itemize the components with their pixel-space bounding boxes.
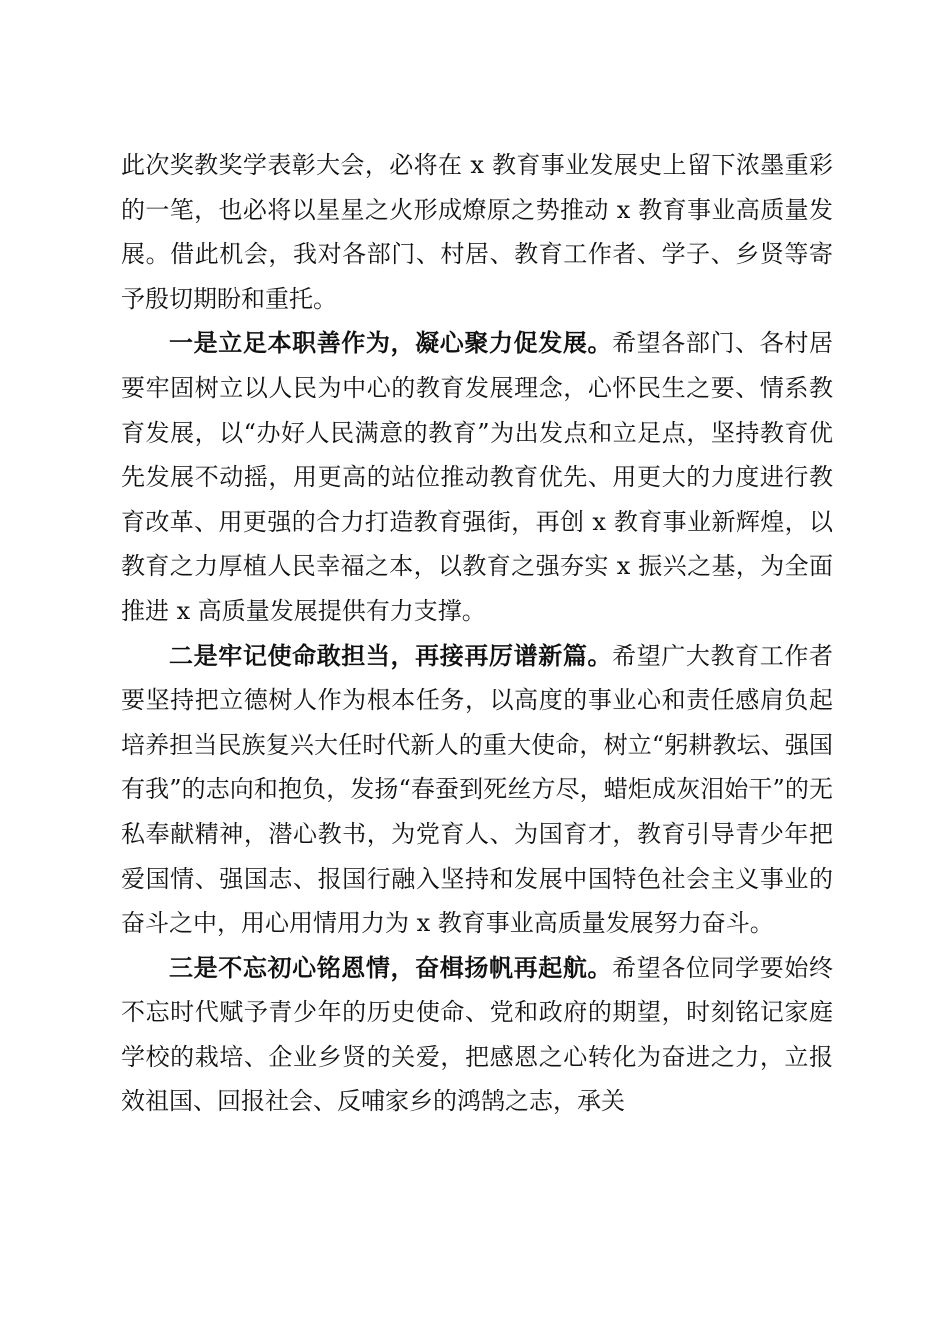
paragraph-point-three-heading: 三是不忘初心铭恩情，奋楫扬帆再起航。 (169, 952, 613, 982)
paragraph-point-three (121, 946, 833, 1124)
paragraph-point-two-heading: 二是牢记使命敢担当，再接再厉谱新篇。 (169, 640, 613, 670)
paragraph-point-one-heading: 一是立足本职善作为，凝心聚力促发展。 (169, 328, 613, 358)
paragraph-point-three-text: 希望各位同学要始终不忘时代赋予青少年的历史使命、党和政府的期望，时刻铭记家庭学校的栽培、企业乡贤的关爱，把感恩之心转化为奋进之力，立报效祖国、回报社会、反哺家乡的鸿鹄之志，承关 (121, 953, 834, 1116)
document-body (121, 143, 833, 1124)
paragraph-point-one (121, 321, 833, 633)
paragraph-point-two-text: 希望广大教育工作者要坚持把立德树人作为根本任务，以高度的事业心和责任感肩负起培养担当民族复兴大任时代新人的重大使命，树立“躬耕教坛、强国有我”的志向和抱负，发扬“春蚕到死丝方尽，蜡炬成灰泪始干”的无私奉献精神，潜心教书，为党育人、为国育才，教育引导青少年把爱国情、强国志、报国行融入坚持和发展中国特色社会主义事业的奋斗之中，用心用情用力为 x 教育事业高质量发展努力奋斗。 (121, 641, 834, 938)
paragraph-point-two (121, 634, 833, 946)
paragraph-point-one-text: 希望各部门、各村居要牢固树立以人民为中心的教育发展理念，心怀民生之要、情系教育发展，以“办好人民满意的教育”为出发点和立足点，坚持教育优先发展不动摇，用更高的站位推动教育优先、用更大的力度进行教育改革、用更强的合力打造教育强街，再创 x 教育事业新辉煌，以教育之力厚植人民幸福之本，以教育之强夯实 x 振兴之基，为全面推进 x 高质量发展提供有力支撑。 (121, 329, 834, 625)
paragraph-intro (121, 143, 833, 321)
paragraph-intro-text: 此次奖教奖学表彰大会，必将在 x 教育事业发展史上留下浓墨重彩的一笔，也必将以星星之火形成燎原之势推动 x 教育事业高质量发展。借此机会，我对各部门、村居、教育工作者、学子、乡贤等寄予殷切期盼和重托。 (121, 151, 833, 313)
